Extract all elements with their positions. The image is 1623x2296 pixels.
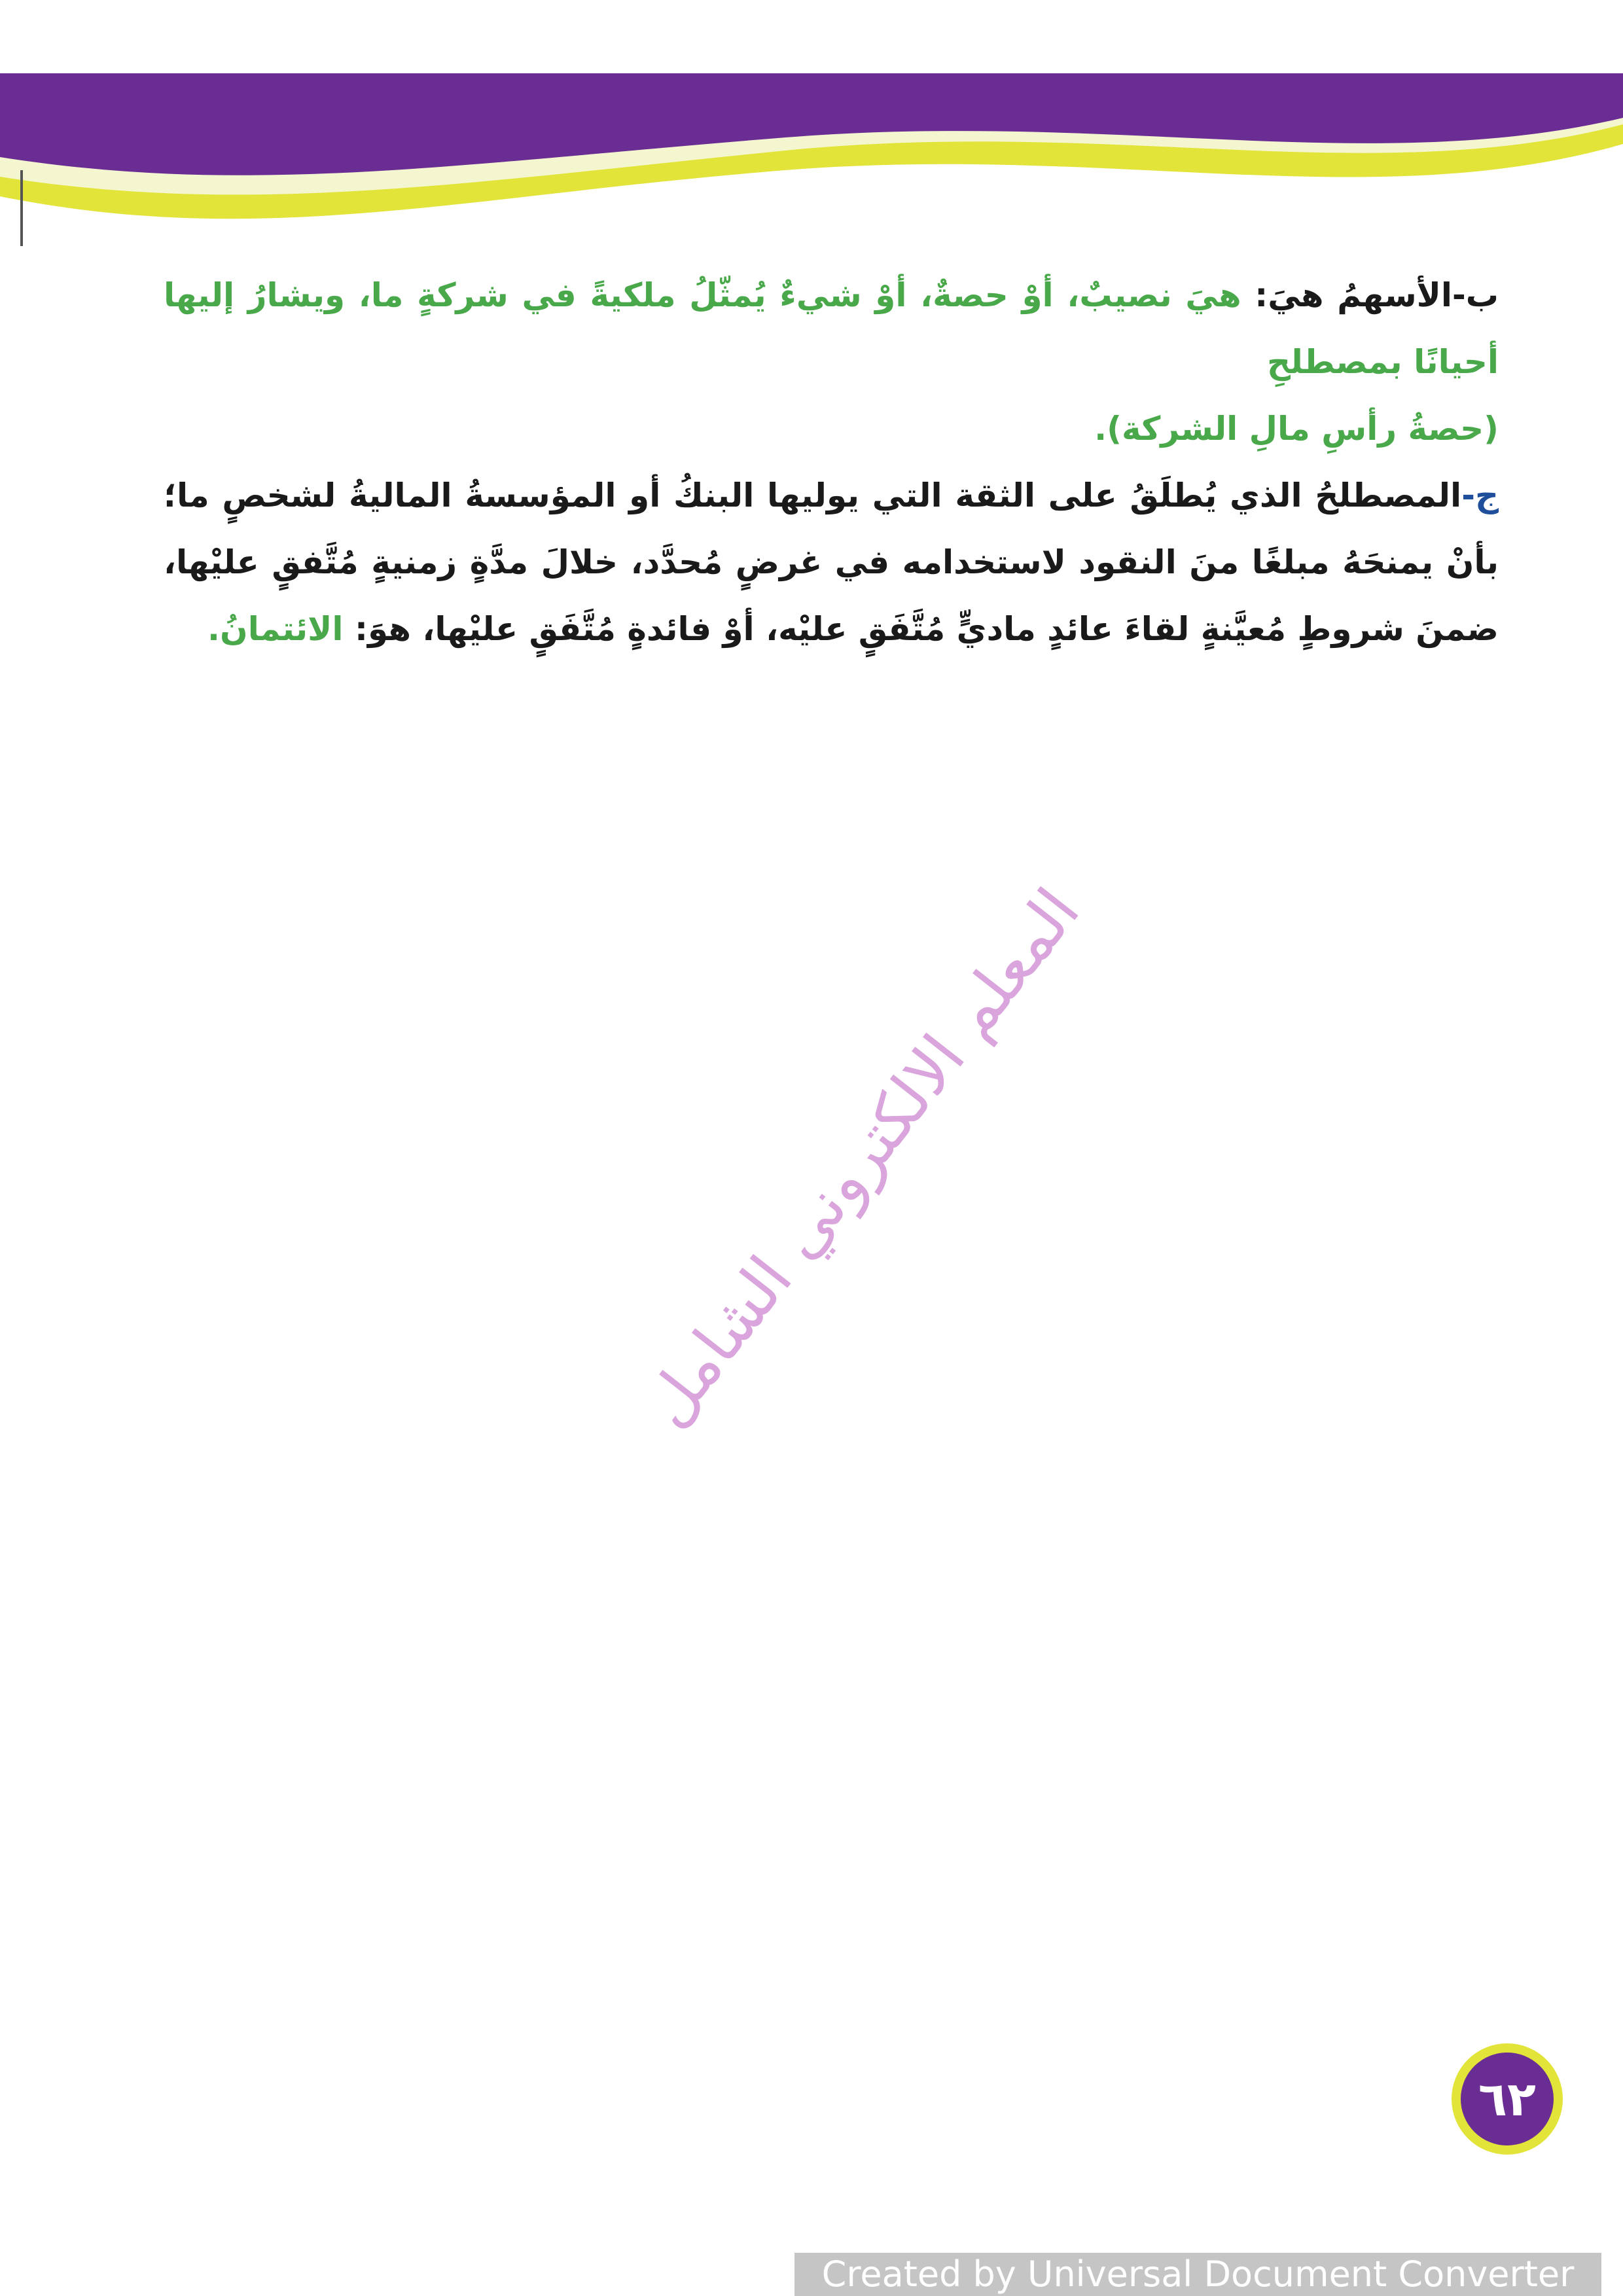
section-b-definition-line2: (حصةُ رأسِ مالِ الشركة). [1094, 410, 1499, 448]
watermark-text: المعلم الالكتروني الشامل [630, 874, 1094, 1441]
header-decoration [0, 0, 1623, 262]
section-j-answer: الائتمانُ. [207, 610, 344, 648]
section-b-definition: هيَ نصيبٌ، أوْ حصةٌ، أوْ شيءٌ يُمثّلُ ملكيةً في شركةٍ ما، ويشارُ إليها أحيانًا بمصطلحِ [164, 276, 1499, 381]
section-j-text: المصطلحُ الذي يُطلَقُ على الثقة التي يوليها البنكُ أو المؤسسةُ الماليةُ لشخصٍ ما؛ بأنْ يمنحَهُ مبلغًا منَ النقود لاستخدامه في غرضٍ مُحدَّد، خلالَ مدَّةٍ زمنيةٍ مُتَّفقٍ عليْها، ضمنَ شروطٍ مُعيَّنةٍ لقاءَ عائدٍ ماديٍّ مُتَّفَقٍ عليْه، أوْ فائدةٍ مُتَّفَقٍ عليْها، هوَ: [164, 476, 1499, 648]
header-top-white [0, 0, 1623, 73]
page-number-badge [1452, 2043, 1563, 2155]
converter-footer: Created by Universal Document Converter [794, 2253, 1601, 2296]
main-content [164, 262, 1499, 662]
page-number: ٦٢ [1478, 2072, 1536, 2126]
section-b-term: الأسهمُ هيَ: [1241, 276, 1452, 314]
section-b-label: ب- [1452, 276, 1499, 314]
header-content-white [0, 251, 1623, 262]
paragraph-j [164, 462, 1499, 662]
section-j-label: ج- [1461, 476, 1499, 514]
paragraph-b [164, 262, 1499, 462]
